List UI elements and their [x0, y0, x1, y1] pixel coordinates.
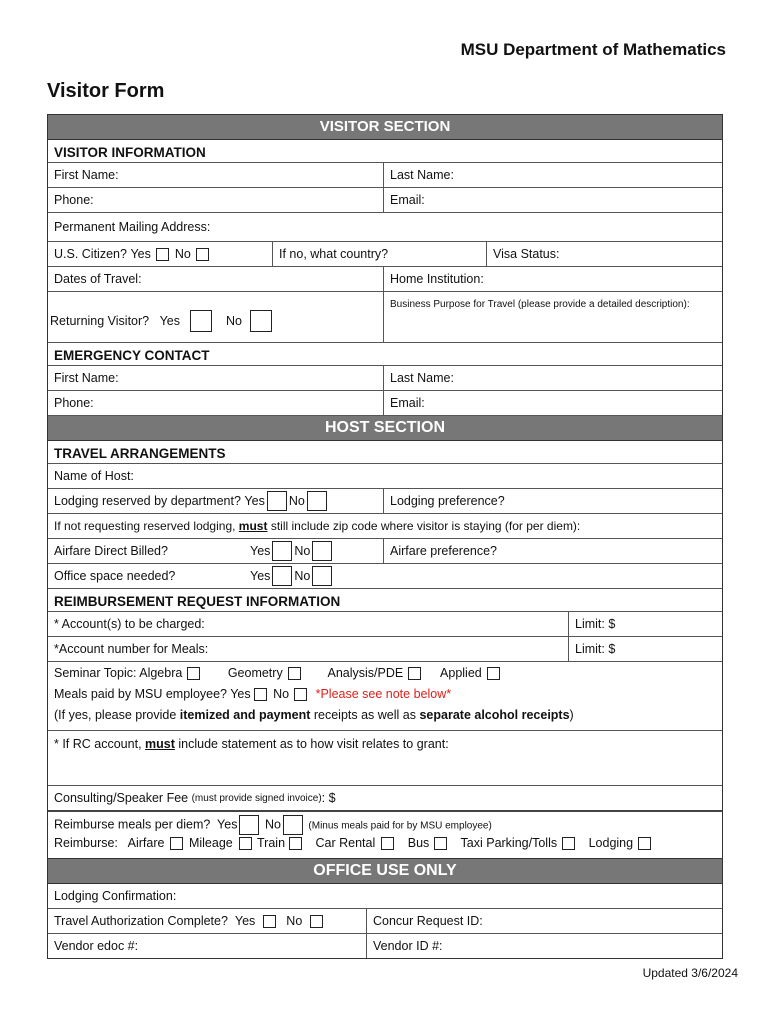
per-diem-label: Reimburse meals per diem?: [54, 817, 211, 832]
office-no-label: No: [294, 569, 311, 583]
consulting-fee-field[interactable]: [48, 786, 722, 810]
per-diem-no-checkbox[interactable]: [283, 815, 303, 835]
per-diem-note: (Minus meals paid for by MSU employee): [308, 820, 492, 832]
office-no-checkbox[interactable]: [312, 566, 332, 586]
meals-paid-no-checkbox[interactable]: [294, 688, 307, 701]
airfare-no-checkbox[interactable]: [312, 541, 332, 561]
seminar-label: Seminar Topic: Algebra: [54, 666, 183, 680]
vendor-row: [48, 934, 722, 959]
returning-row: [48, 292, 722, 342]
office-yes-label: Yes: [250, 569, 271, 583]
host-name-row: [48, 463, 722, 489]
analysis-checkbox[interactable]: [408, 667, 421, 680]
reimburse-lodging-checkbox[interactable]: [638, 837, 651, 850]
returning-no-label: No: [225, 314, 242, 328]
meals-paid-note: *Please see note below*: [315, 687, 452, 701]
lodging-no-checkbox[interactable]: [307, 491, 327, 511]
citizen-row: [48, 242, 722, 267]
receipts-c: ): [569, 708, 574, 722]
meals-account-row: [48, 637, 722, 662]
travel-auth-row: [48, 909, 722, 934]
visitor-contact-row: [48, 188, 722, 213]
zip-code-field[interactable]: [48, 514, 722, 538]
emergency-contact-heading: EMERGENCY CONTACT: [48, 342, 722, 365]
dates-of-travel-field[interactable]: Dates of Travel:: [54, 272, 142, 286]
reimburse-car-label: Car Rental: [315, 836, 376, 850]
airfare-preference-field[interactable]: Airfare preference?: [383, 539, 722, 563]
receipts-itemized: itemized and payment: [179, 708, 311, 722]
visitor-form: [47, 114, 723, 959]
analysis-label: Analysis/PDE: [327, 666, 404, 680]
returning-yes-checkbox[interactable]: [190, 310, 212, 332]
lodging-no-label: No: [288, 494, 305, 508]
office-space-field: [48, 564, 383, 588]
receipts-line: [48, 708, 722, 731]
office-use-bar: OFFICE USE ONLY: [48, 858, 722, 884]
meals-limit-field[interactable]: Limit: $: [568, 637, 722, 661]
per-diem-line: [48, 812, 722, 836]
consulting-row: [48, 786, 722, 812]
reimburse-taxi-label: Taxi Parking/Tolls: [460, 836, 558, 850]
home-institution-field[interactable]: Home Institution:: [383, 267, 722, 291]
returning-label: Returning Visitor?: [50, 314, 150, 328]
emergency-email-field[interactable]: Email:: [383, 391, 722, 415]
meals-paid-line: [48, 686, 722, 708]
emergency-phone-field[interactable]: Phone:: [54, 396, 94, 410]
returning-visitor-field: [48, 292, 383, 342]
rc-account-row: [48, 731, 722, 786]
per-diem-yes-checkbox[interactable]: [239, 815, 259, 835]
phone-field[interactable]: Phone:: [54, 193, 94, 207]
lodging-row: [48, 489, 722, 514]
first-name-field[interactable]: First Name:: [54, 168, 119, 182]
reimburse-train-checkbox[interactable]: [289, 837, 302, 850]
vendor-id-field[interactable]: Vendor ID #:: [366, 934, 722, 958]
citizen-yes-checkbox[interactable]: [156, 248, 169, 261]
zip-note-b: still include zip code where visitor is staying (for per diem):: [270, 519, 581, 533]
host-section-bar: HOST SECTION: [48, 416, 722, 441]
visitor-info-heading: VISITOR INFORMATION: [54, 145, 206, 160]
office-space-row: [48, 564, 722, 589]
host-name-field[interactable]: Name of Host:: [54, 469, 134, 483]
applied-checkbox[interactable]: [487, 667, 500, 680]
airfare-yes-label: Yes: [250, 544, 271, 558]
travel-auth-no-label: No: [286, 914, 303, 928]
citizen-field: [48, 242, 272, 266]
travel-auth-yes-checkbox[interactable]: [263, 915, 276, 928]
lodging-reserved-label: Lodging reserved by department?: [54, 494, 241, 508]
airfare-billed-label: Airfare Direct Billed?: [54, 544, 168, 558]
travel-arrangements-heading: TRAVEL ARRANGEMENTS: [54, 446, 226, 461]
mailing-address-field[interactable]: Permanent Mailing Address:: [54, 220, 211, 234]
meals-paid-label: Meals paid by MSU employee? Yes: [54, 687, 251, 701]
zip-note-must: must: [238, 519, 268, 533]
visitor-section-bar: VISITOR SECTION: [48, 115, 722, 140]
seminar-topic-line: [48, 662, 722, 686]
rc-b: include statement as to how visit relates to grant:: [178, 737, 449, 751]
address-row: [48, 213, 722, 242]
travel-auth-yes-label: Yes: [234, 914, 256, 928]
airfare-row: [48, 539, 722, 564]
email-field[interactable]: Email:: [383, 188, 722, 212]
receipts-alcohol: separate alcohol receipts: [419, 708, 570, 722]
reimbursement-heading: REIMBURSEMENT REQUEST INFORMATION: [54, 594, 341, 609]
consult-a: Consulting/Speaker Fee: [54, 791, 189, 805]
meals-account-field[interactable]: *Account number for Meals:: [54, 642, 209, 656]
reimburse-line: [48, 836, 722, 858]
business-purpose-field[interactable]: Business Purpose for Travel (please provide a detailed description):: [383, 292, 722, 342]
reimburse-airfare-checkbox[interactable]: [170, 837, 183, 850]
visa-status-field[interactable]: Visa Status:: [486, 242, 722, 266]
visitor-name-row: [48, 162, 722, 188]
vendor-edoc-field[interactable]: Vendor edoc #:: [54, 939, 139, 953]
rc-must: must: [145, 737, 175, 751]
rc-a: * If RC account,: [54, 737, 142, 751]
emergency-last-name-field[interactable]: Last Name:: [383, 366, 722, 390]
airfare-yes-checkbox[interactable]: [272, 541, 292, 561]
reimburse-mileage-checkbox[interactable]: [239, 837, 252, 850]
emergency-contact-row: [48, 391, 722, 416]
returning-no-checkbox[interactable]: [250, 310, 272, 332]
reimburse-bus-label: Bus: [407, 836, 430, 850]
applied-label: Applied: [440, 666, 482, 680]
page-title: Visitor Form: [47, 80, 165, 102]
receipts-a: (If yes, please provide: [54, 708, 177, 722]
lodging-confirmation-field[interactable]: Lodging Confirmation:: [54, 889, 177, 903]
airfare-billed-field: [48, 539, 383, 563]
accounts-row: [48, 611, 722, 637]
office-space-label: Office space needed?: [54, 569, 176, 583]
reimburse-bus-checkbox[interactable]: [434, 837, 447, 850]
emergency-first-name-field[interactable]: First Name:: [54, 371, 119, 385]
dates-row: [48, 267, 722, 292]
accounts-field[interactable]: * Account(s) to be charged:: [54, 617, 205, 631]
reimburse-label: Reimburse:: [54, 836, 118, 850]
last-name-field[interactable]: Last Name:: [383, 163, 722, 187]
country-field[interactable]: If no, what country?: [272, 242, 486, 266]
reimburse-lodging-label: Lodging: [588, 836, 634, 850]
receipts-b: receipts as well as: [313, 708, 416, 722]
rc-account-field[interactable]: [48, 731, 722, 785]
emergency-name-row: [48, 365, 722, 391]
lodging-yes-checkbox[interactable]: [267, 491, 287, 511]
geometry-checkbox[interactable]: [288, 667, 301, 680]
reimburse-car-checkbox[interactable]: [381, 837, 394, 850]
reimburse-airfare-label: Airfare: [127, 836, 165, 850]
concur-request-field[interactable]: Concur Request ID:: [366, 909, 722, 933]
meals-paid-no-label: No: [273, 687, 290, 701]
reimburse-mileage-label: Mileage: [188, 836, 233, 850]
zip-note-a: If not requesting reserved lodging,: [54, 519, 236, 533]
citizen-no-checkbox[interactable]: [196, 248, 209, 261]
citizen-label: U.S. Citizen?: [54, 247, 127, 261]
travel-auth-no-checkbox[interactable]: [310, 915, 323, 928]
meals-paid-yes-checkbox[interactable]: [254, 688, 267, 701]
travel-auth-label: Travel Authorization Complete?: [54, 914, 228, 928]
airfare-no-label: No: [294, 544, 311, 558]
office-space-blank: [383, 564, 722, 588]
per-diem-no-label: No: [264, 817, 281, 832]
geometry-label: Geometry: [227, 666, 283, 680]
lodging-reserved-field: [48, 489, 383, 513]
department-name: MSU Department of Mathematics: [460, 40, 726, 59]
consult-b: : $: [321, 791, 336, 805]
office-yes-checkbox[interactable]: [272, 566, 292, 586]
lodging-preference-field[interactable]: Lodging preference?: [383, 489, 722, 513]
citizen-no-label: No: [174, 247, 191, 261]
reimburse-taxi-checkbox[interactable]: [562, 837, 575, 850]
citizen-yes-label: Yes: [130, 247, 151, 261]
zip-code-row: [48, 514, 722, 539]
per-diem-yes-label: Yes: [217, 817, 238, 832]
algebra-checkbox[interactable]: [187, 667, 200, 680]
accounts-limit-field[interactable]: Limit: $: [568, 612, 722, 636]
lodging-confirmation-row: [48, 884, 722, 909]
lodging-yes-label: Yes: [244, 494, 265, 508]
consult-small: (must provide signed invoice): [191, 792, 322, 804]
returning-yes-label: Yes: [159, 314, 180, 328]
travel-auth-field: [48, 909, 366, 933]
updated-date: Updated 3/6/2024: [642, 966, 738, 980]
reimburse-train-label: Train: [257, 836, 286, 850]
